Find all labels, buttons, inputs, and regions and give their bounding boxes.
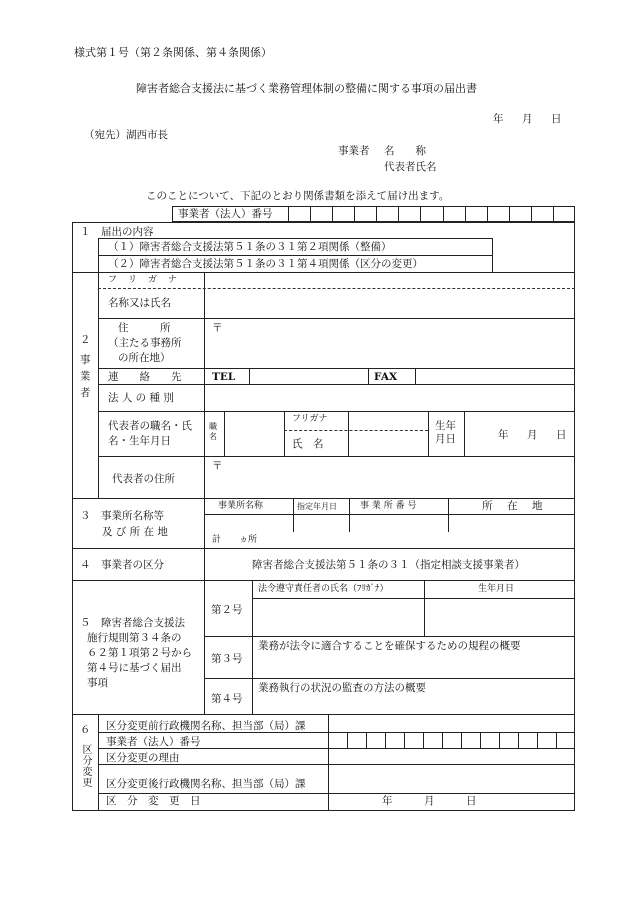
digit-box-divider (465, 206, 466, 222)
s3-total: 計 ヵ所 (212, 535, 258, 545)
s3-col-number: 事 業 所 番 号 (360, 501, 417, 511)
title-label: 職名 (209, 422, 217, 441)
s5-officer-label: 法令遵守責任者の氏名（ﾌﾘｶﾞﾅ） (258, 584, 389, 594)
corp-number-label: 事業者（法人）番号 (178, 208, 273, 220)
s2-contact-label: 連 絡 先 (108, 371, 182, 383)
digit-box-divider (420, 206, 421, 222)
rep-name-label: 氏 名 (292, 438, 324, 450)
s5-label5: 事項 (87, 677, 108, 689)
digit-box-divider (310, 206, 311, 222)
s6-row1-label: 区分変更前行政機関名称、担当部（局）課 (106, 720, 306, 732)
s3-col-date: 指定年月日 (297, 502, 337, 511)
s4-label: ４ 事業者の区分 (80, 559, 164, 571)
rep-furigana-label: フリガナ (292, 414, 328, 424)
s2-address-sub2: の所在地） (118, 352, 171, 364)
submission-date: 年 月 日 (493, 113, 566, 125)
s5-label2: 施行規則第３４条の (87, 632, 182, 644)
digit-box-divider (487, 206, 488, 222)
s5-rules-label: 業務が法令に適合することを確保するための規程の概要 (258, 640, 521, 652)
s2-number: ２ (80, 334, 91, 346)
form-number: 様式第１号（第２条関係、第４条関係） (74, 46, 272, 59)
digit-box-divider (442, 732, 443, 748)
s5-officer-birth: 生年月日 (478, 584, 515, 594)
s2-vertical-label: 事業者 (78, 354, 91, 404)
s4-value: 障害者総合支援法第５１条の３１（指定相談支援事業者） (252, 559, 525, 571)
rep-postal-mark: 〒 (212, 460, 223, 472)
digit-box-divider (288, 206, 289, 222)
digit-box-divider (499, 732, 500, 748)
digit-box-divider (376, 206, 377, 222)
digit-box-divider (423, 732, 424, 748)
fax-label: FAX (374, 371, 398, 383)
digit-box-divider (443, 206, 444, 222)
s5-label4: 第４号に基づく届出 (87, 662, 182, 674)
digit-box-divider (385, 732, 386, 748)
digit-box-divider (556, 732, 557, 748)
s6-change-date: 年 月 日 (382, 795, 477, 807)
s5-no2: 第２号 (211, 604, 243, 616)
digit-box-divider (332, 206, 333, 222)
s2-corp-type-label: 法 人 の 種 別 (108, 392, 174, 404)
s1-title: １ 届出の内容 (80, 226, 154, 238)
s2-name-label: 名称又は氏名 (108, 297, 171, 309)
s5-no4: 第４号 (211, 693, 243, 705)
s3-col-location: 所 在 地 (482, 500, 545, 512)
s6-row3-label: 区分変更の理由 (106, 752, 180, 764)
digit-box-divider (461, 732, 462, 748)
s6-vertical-label: 区分変更 (80, 744, 91, 788)
addressee: （宛先）湖西市長 (84, 129, 168, 141)
s3-col-office: 事業所名称 (218, 501, 264, 511)
digit-box-divider (518, 732, 519, 748)
s2-furigana-label: フ リ ガ ナ (108, 275, 179, 285)
digit-box-divider (328, 732, 329, 748)
digit-box-divider (553, 206, 554, 222)
s6-row5-label: 区 分 変 更 日 (106, 795, 201, 807)
s6-row2-label: 事業者（法人）番号 (106, 736, 201, 748)
digit-box-divider (398, 206, 399, 222)
s3-label2: 及 び 所 在 地 (102, 526, 168, 538)
s1-item-1[interactable]: （１）障害者総合支援法第５１条の３１第２項関係（整備） (108, 241, 392, 253)
s5-no3: 第３号 (211, 653, 243, 665)
birth-label: 生年月日 (435, 420, 456, 445)
s2-address-sub1: （主たる事務所 (108, 337, 182, 349)
applicant-name-label: 名 称 (384, 145, 426, 157)
digit-box-divider (480, 732, 481, 748)
digit-box-divider (404, 732, 405, 748)
s2-rep-info-label1: 代表者の職名・氏 (108, 420, 192, 432)
digit-box-divider (366, 732, 367, 748)
application-form-table (72, 206, 575, 811)
tel-label: TEL (212, 371, 236, 383)
s3-label1: ３ 事業所名称等 (80, 510, 164, 522)
s1-item-2[interactable]: （２）障害者総合支援法第５１条の３１第４項関係（区分の変更） (108, 258, 423, 270)
digit-box-divider (354, 206, 355, 222)
applicant-label: 事業者 (338, 145, 370, 157)
s2-rep-address-label: 代表者の住所 (112, 473, 175, 485)
s2-address-label: 住 所 (118, 322, 171, 334)
birth-date-blank: 年 月 日 (498, 429, 571, 441)
s5-label3: ６２第１項第２号から (87, 647, 192, 659)
s2-rep-info-label2: 名・生年月日 (108, 435, 171, 447)
s6-row4-label: 区分変更後行政機関名称、担当部（局）課 (106, 778, 306, 790)
postal-mark: 〒 (212, 322, 223, 334)
s5-audit-label: 業務執行の状況の監査の方法の概要 (258, 682, 426, 694)
s5-label1: ５ 障害者総合支援法 (80, 617, 185, 629)
representative-name-label: 代表者氏名 (384, 161, 437, 173)
digit-box-divider (347, 732, 348, 748)
intro-text: このことについて、下記のとおり関係書類を添えて届け出ます。 (146, 190, 450, 202)
s6-number: ６ (80, 724, 91, 736)
digit-box-divider (509, 206, 510, 222)
digit-box-divider (531, 206, 532, 222)
digit-box-divider (537, 732, 538, 748)
form-title: 障害者総合支援法に基づく業務管理体制の整備に関する事項の届出書 (136, 82, 477, 95)
